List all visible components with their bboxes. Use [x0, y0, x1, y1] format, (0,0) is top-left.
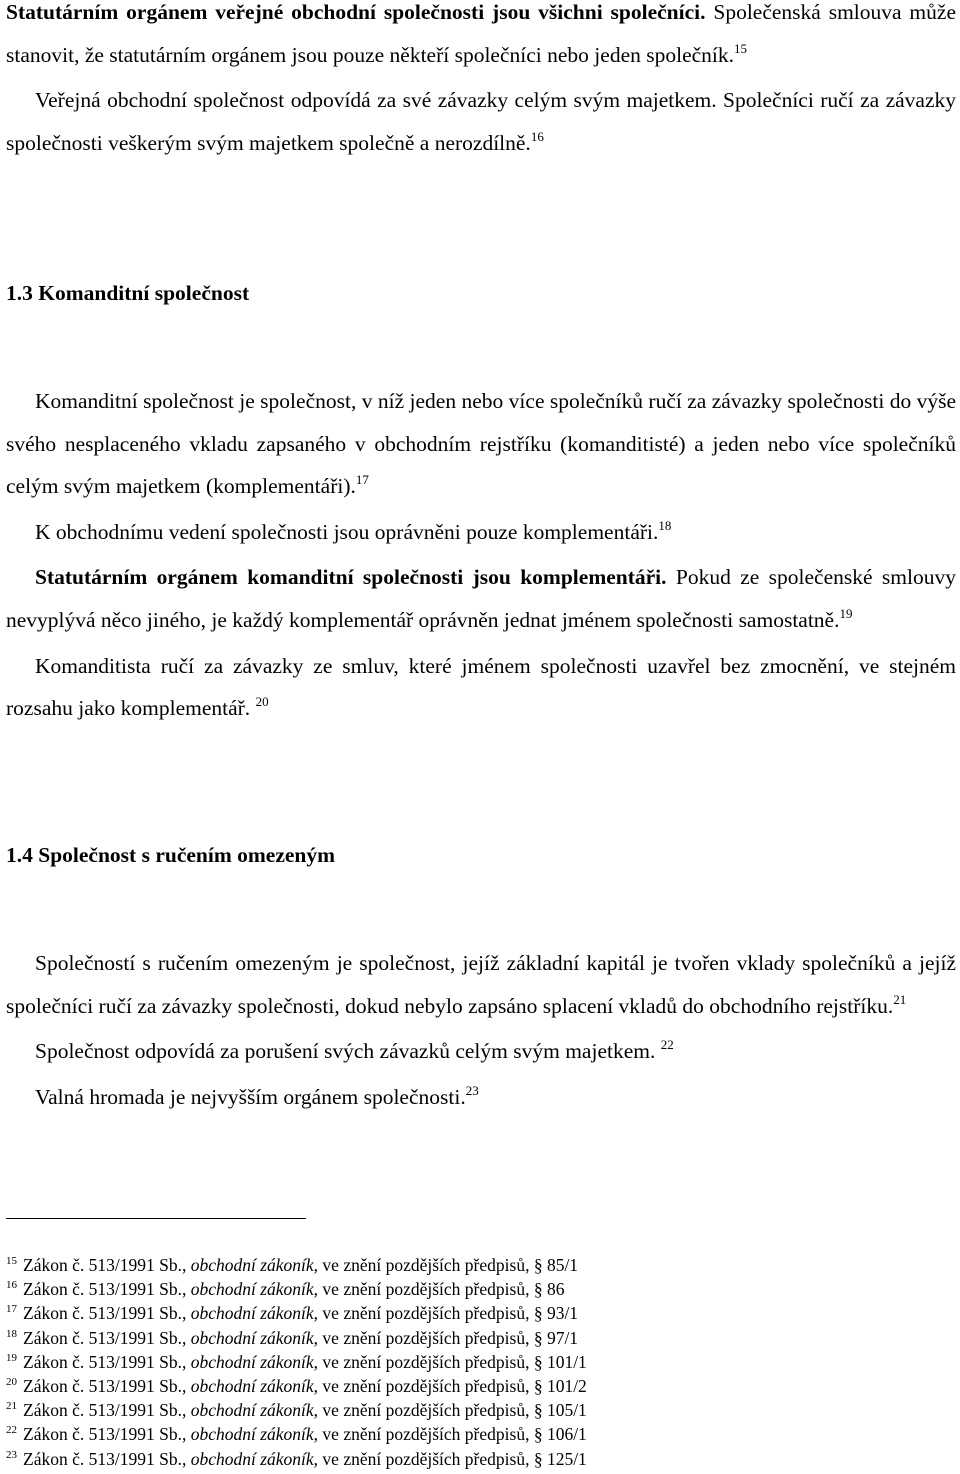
footnote-text: , ve znění pozdějších předpisů, § 93/1 [313, 1303, 579, 1324]
footnote-ref: 22 [660, 1037, 674, 1053]
footnote-italic: obchodní zákoník [190, 1303, 314, 1324]
footnote-ref: 17 [355, 472, 369, 488]
paragraph-text: K obchodnímu vedení společnosti jsou oprávněni pouze komplementáři. [35, 519, 659, 544]
paragraph-ks-komanditista [6, 645, 956, 733]
footnote-number: 18 [6, 1327, 17, 1340]
paragraph-vos-statutory [6, 0, 956, 79]
footnote-number: 23 [6, 1448, 17, 1461]
footnote-item [6, 1301, 956, 1325]
footnote-text: Zákon č. 513/1991 Sb., [23, 1327, 191, 1348]
paragraph-text: Veřejná obchodní společnost odpovídá za své závazky celým svým majetkem. Společníci ručí za závazky společnosti veškerým svým majetkem společně a nerozdílně. [6, 88, 956, 155]
footnote-text: , ve znění pozdějších předpisů, § 101/2 [313, 1375, 587, 1396]
footnote-item [6, 1422, 956, 1446]
footnote-text: Zákon č. 513/1991 Sb., [23, 1351, 191, 1372]
paragraph-sro-general-meeting [6, 1076, 956, 1122]
section-1-3-body [6, 380, 956, 733]
paragraph-ks-statutory [6, 556, 956, 644]
paragraph-text: Společnost odpovídá za porušení svých závazků celým svým majetkem. [35, 1039, 661, 1064]
paragraph-text: Komanditní společnost je společnost, v níž jeden nebo více společníků ručí za závazky společnosti do výše svého nesplaceného vkladu zapsaného v obchodním rejstříku (komanditisté) a jeden nebo více společníků celým svým majetkem (komplementáři). [6, 389, 956, 499]
paragraph-vos-liability [6, 79, 956, 167]
footnote-item [6, 1326, 956, 1350]
paragraph-sro-definition [6, 942, 956, 1030]
footnote-item [6, 1350, 956, 1374]
footnote-text: , ve znění pozdějších předpisů, § 105/1 [313, 1400, 587, 1421]
footnote-text: Zákon č. 513/1991 Sb., [23, 1255, 191, 1275]
footnote-item [6, 1277, 956, 1301]
paragraph-ks-definition [6, 380, 956, 511]
footnote-item [6, 1398, 956, 1422]
footnote-text: , ve znění pozdějších předpisů, § 125/1 [313, 1448, 587, 1469]
paragraph-text: Společností s ručením omezeným je společnost, jejíž základní kapitál je tvořen vklady společníků a jejíž společníci ručí za závazky společnosti, dokud nebylo zapsáno splacení vkladů do obchodního rejstříku. [6, 951, 956, 1018]
footnote-text: , ve znění pozdějších předpisů, § 101/1 [313, 1351, 587, 1372]
footnote-number: 22 [6, 1424, 17, 1437]
section-1-4-body [6, 942, 956, 1121]
footnote-ref: 18 [658, 517, 672, 533]
footnote-text: , ve znění pozdějších předpisů, § 85/1 [313, 1255, 579, 1275]
footnote-ref: 23 [465, 1082, 479, 1098]
footnote-italic: obchodní zákoník [190, 1424, 314, 1445]
paragraph-text: Společenská smlouva může stanovit, že statutárním orgánem jsou pouze někteří společníci nebo jeden společník. [6, 0, 956, 67]
footnote-number: 15 [6, 1255, 17, 1267]
footnote-ref: 16 [530, 128, 544, 144]
footnote-text: Zákon č. 513/1991 Sb., [23, 1375, 191, 1396]
paragraph-text: Valná hromada je nejvyšším orgánem společnosti. [35, 1084, 466, 1109]
footnote-text: Zákon č. 513/1991 Sb., [23, 1303, 191, 1324]
footnote-italic: obchodní zákoník [190, 1351, 314, 1372]
footnote-text: Zákon č. 513/1991 Sb., [23, 1279, 191, 1300]
footnote-text: , ve znění pozdějších předpisů, § 97/1 [313, 1327, 579, 1348]
footnote-text: Zákon č. 513/1991 Sb., [23, 1448, 191, 1469]
bold-sentence: Statutárním orgánem veřejné obchodní společnosti jsou všichni společníci. [6, 0, 706, 24]
footnote-number: 16 [6, 1279, 17, 1292]
footnote-ref: 15 [734, 40, 748, 56]
footnote-italic: obchodní zákoník [190, 1448, 314, 1469]
paragraph-text: Pokud ze společenské smlouvy nevyplývá něco jiného, je každý komplementář oprávněn jednat jménem společnosti samostatně. [6, 565, 956, 632]
paragraph-sro-liability [6, 1030, 956, 1076]
section-heading-1-4: 1.4 Společnost s ručením omezeným [6, 843, 336, 867]
footnote-number: 19 [6, 1351, 17, 1364]
footnote-number: 20 [6, 1375, 17, 1388]
footnote-italic: obchodní zákoník [190, 1375, 314, 1396]
footnote-italic: obchodní zákoník [190, 1327, 314, 1348]
footnote-text: Zákon č. 513/1991 Sb., [23, 1424, 191, 1445]
footnote-ref: 19 [839, 605, 853, 621]
paragraph-text: Komanditista ručí za závazky ze smluv, které jménem společnosti uzavřel bez zmocnění, ve stejném rozsahu jako komplementář. [6, 653, 956, 721]
footnote-italic: obchodní zákoník [190, 1279, 314, 1300]
paragraph-ks-management [6, 511, 956, 557]
footnote-number: 21 [6, 1400, 17, 1413]
section-heading-1-3: 1.3 Komanditní společnost [6, 281, 250, 305]
footnote-ref: 20 [255, 694, 269, 710]
footnote-number: 17 [6, 1303, 17, 1316]
footnote-text: , ve znění pozdějších předpisů, § 106/1 [313, 1424, 587, 1445]
bold-sentence: Statutárním orgánem komanditní společnosti jsou komplementáři. [35, 565, 667, 590]
footnote-ref: 21 [893, 991, 907, 1007]
footnote-item [6, 1447, 956, 1471]
footnote-separator [6, 1218, 306, 1219]
footnote-list [6, 1253, 956, 1471]
footnote-item [6, 1374, 956, 1398]
footnote-italic: obchodní zákoník [190, 1400, 314, 1421]
footnote-text: Zákon č. 513/1991 Sb., [23, 1400, 191, 1421]
footnote-item [6, 1253, 956, 1277]
intro-block [6, 0, 956, 167]
footnote-text: , ve znění pozdějších předpisů, § 86 [313, 1279, 565, 1300]
footnote-italic: obchodní zákoník [190, 1255, 314, 1275]
